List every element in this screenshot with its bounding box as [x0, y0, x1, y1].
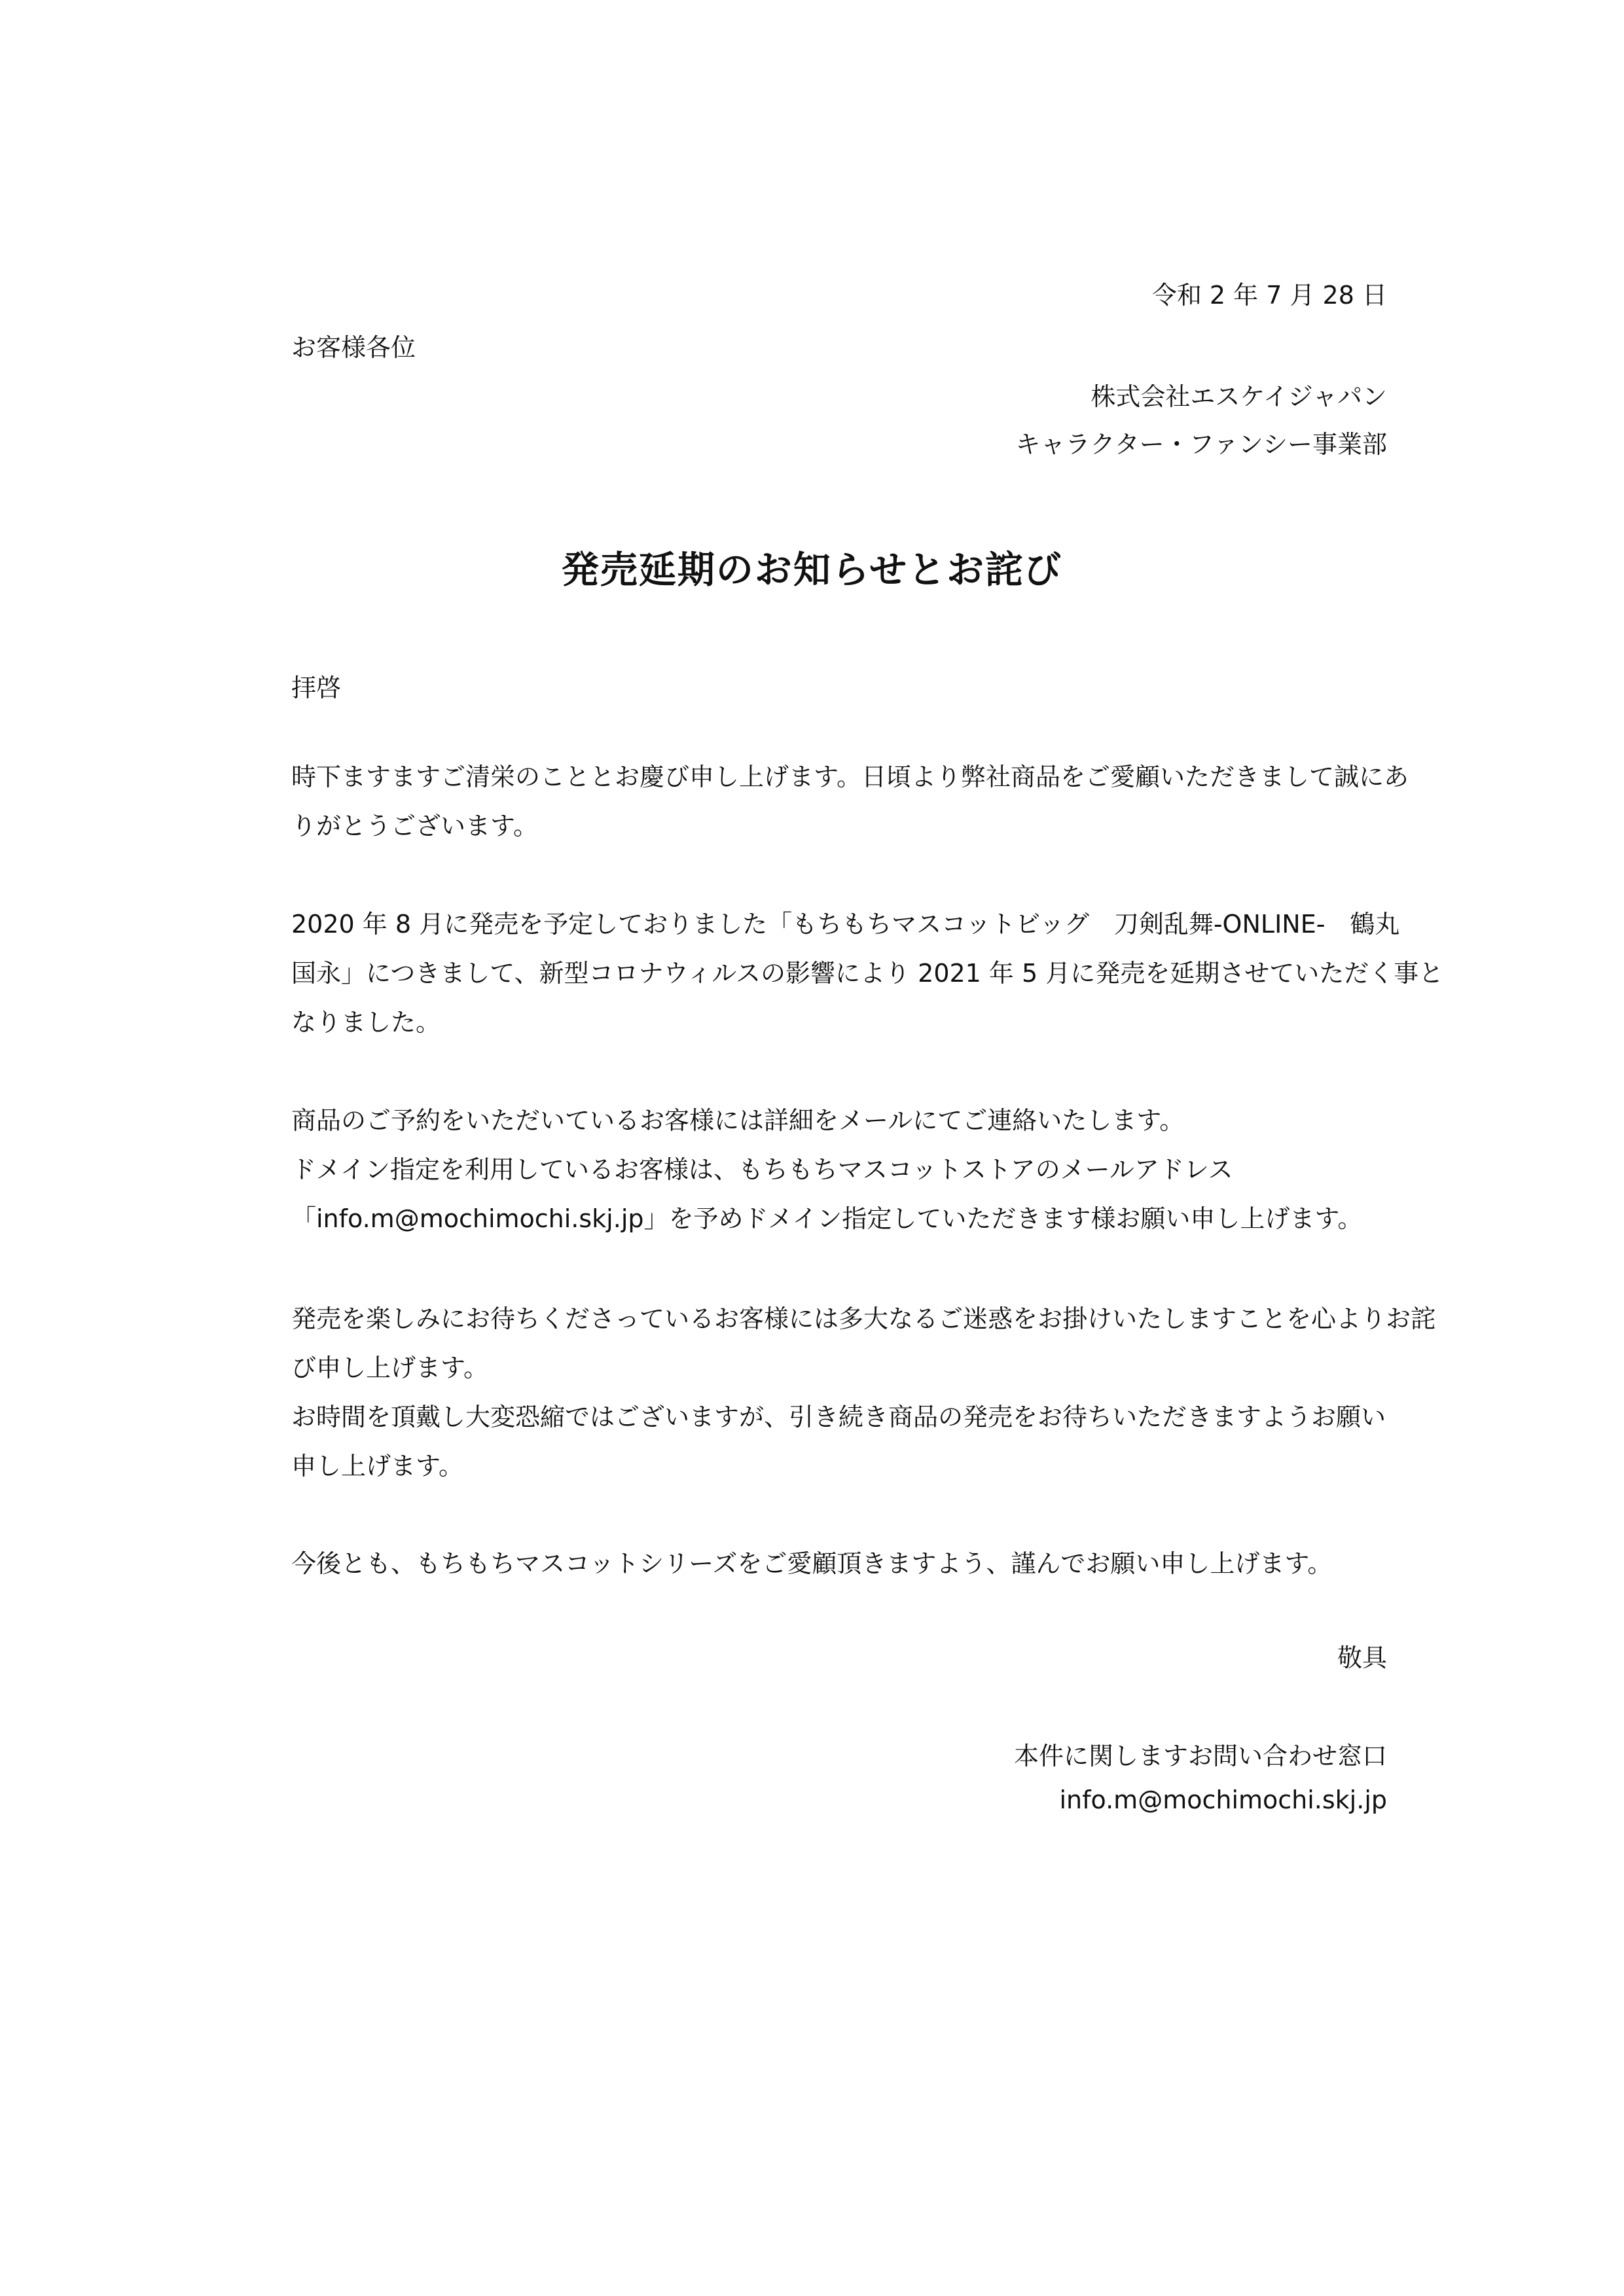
paragraph-greeting: [291, 753, 1409, 851]
paragraph-line: 時下ますますご清栄のこととお慶び申し上げます。日頃より弊社商品をご愛顧いただきまして誠にあ: [291, 762, 1409, 791]
letter-title: 発売延期のお知らせとお詫び: [561, 548, 1063, 592]
paragraph-line: 申し上げます。: [291, 1452, 463, 1480]
paragraph-reservation-info: [291, 1096, 1404, 1244]
date: 令和 2 年 7 月 28 日: [1151, 281, 1387, 310]
paragraph-apology: [291, 1295, 1436, 1491]
paragraph-line: 今後とも、もちもちマスコットシリーズをご愛顧頂きますよう、謹んでお願い申し上げます。: [291, 1549, 1333, 1578]
company-name: 株式会社エスケイジャパン: [1091, 382, 1387, 411]
paragraph-line: び申し上げます。: [291, 1354, 488, 1382]
paragraph-line: りがとうございます。: [291, 812, 538, 840]
contact-email: info.m@mochimochi.skj.jp: [1059, 1785, 1387, 1814]
opening-salutation: 拝啓: [291, 673, 342, 702]
paragraph-line: 「info.m@mochimochi.skj.jp」を予めドメイン指定していただきます様お願い申し上げます。: [291, 1204, 1363, 1233]
paragraph-line: 国永」につきまして、新型コロナウィルスの影響により 2021 年 5 月に発売を延期させていただく事と: [291, 959, 1444, 988]
contact-label: 本件に関しますお問い合わせ窓口: [1013, 1742, 1387, 1770]
paragraph-line: 発売を楽しみにお待ちくださっているお客様には多大なるご迷惑をお掛けいたしますことを心よりお詫: [291, 1304, 1436, 1333]
department-name: キャラクター・ファンシー事業部: [1015, 430, 1387, 459]
paragraph-line: なりました。: [291, 1008, 441, 1037]
paragraph-line: お時間を頂戴し大変恐縮ではございますが、引き続き商品の発売をお待ちいただきますようお願い: [291, 1403, 1386, 1431]
closing-word: 敬具: [1337, 1643, 1387, 1672]
paragraph-delay-notice: [291, 900, 1444, 1047]
paragraph-line: 2020 年 8 月に発売を予定しておりました「もちもちマスコットビッグ 刀剣乱舞-ONLINE- 鶴丸: [291, 910, 1400, 939]
addressee: お客様各位: [291, 333, 416, 362]
paragraph-line: ドメイン指定を利用しているお客様は、もちもちマスコットストアのメールアドレス: [291, 1155, 1233, 1184]
paragraph-closing-request: [291, 1539, 1404, 1588]
paragraph-line: 商品のご予約をいただいているお客様には詳細をメールにてご連絡いたします。: [291, 1106, 1185, 1135]
